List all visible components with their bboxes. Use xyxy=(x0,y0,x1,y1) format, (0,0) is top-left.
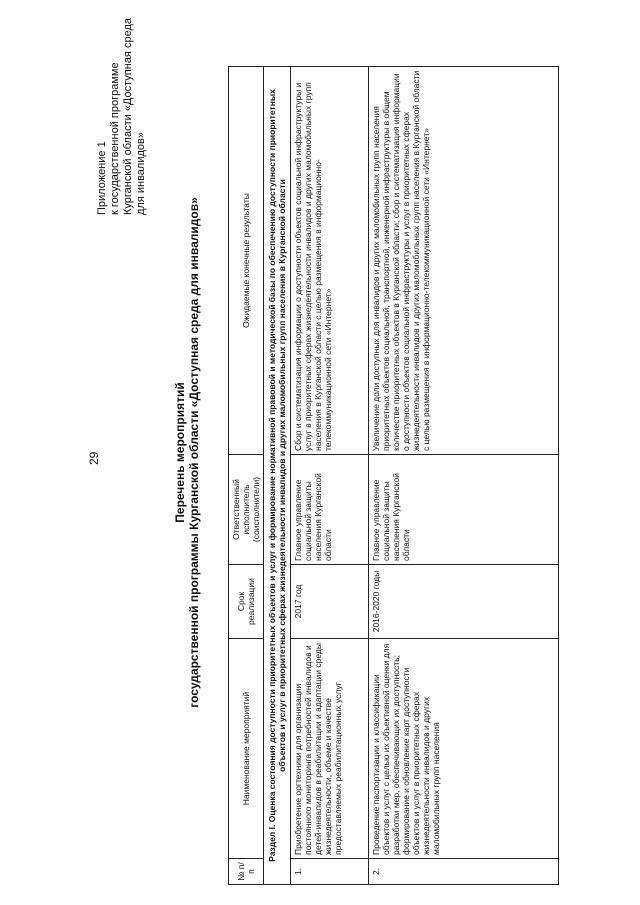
row-num: 2. xyxy=(369,859,559,885)
appendix-line: для инвалидов» xyxy=(135,132,147,215)
row-executor: Главное управление социальной защиты населения Курганской области xyxy=(291,455,369,565)
section-row xyxy=(264,67,291,885)
appendix-note xyxy=(96,15,148,215)
header-executor: Ответственный исполнитель (соисполнители) xyxy=(229,455,264,565)
appendix-line: Приложение 1 xyxy=(96,141,108,215)
document-title xyxy=(173,0,201,905)
page-number: 29 xyxy=(87,451,101,465)
title-line-1: Перечень мероприятий xyxy=(173,382,187,523)
header-results: Ожидаемые конечные результаты xyxy=(229,67,264,455)
row-term: 2016-2020 годы xyxy=(369,565,559,639)
row-executor: Главное управление социальной защиты населения Курганской области xyxy=(369,455,559,565)
appendix-line: к государственной программе xyxy=(109,62,121,215)
header-num: № п/п xyxy=(229,859,264,885)
row-num: 1. xyxy=(291,859,369,885)
header-name: Наименование мероприятий xyxy=(229,639,264,859)
row-term: 2017 год xyxy=(291,565,369,639)
section-title: Раздел I. Оценка состояния доступности приоритетных объектов и услуг и формирование нормативной правовой и методической базы по обеспечению доступности приоритетных объектов и услуг в приоритетных сферах жизнедеятельности инвалидов и других маломобильных групп населения в Курганской области xyxy=(264,67,291,885)
table-header-row xyxy=(229,67,264,885)
row-name: Приобретение оргтехники для организации постоянного мониторинга потребностей инвалидов и детей-инвалидов в реабилитации и адаптации среды жизнедеятельности, объеме и качестве предоставляемых реабилитационных услуг xyxy=(291,639,369,859)
title-line-2: государственной программы Курганской области «Доступная среда для инвалидов» xyxy=(187,197,201,708)
row-results: Увеличение доли доступных для инвалидов и других маломобильных групп населения приоритетных объектов социальной, транспортной, инженерной инфраструктуры в общем количестве приоритетных объектов в Курганской области; сбор и систематизация информации о доступности объектов социальной инфраструктуры и услуг в приоритетных сферах жизнедеятельности инвалидов и других маломобильных групп населения в Курганской области с целью размещения в информационно-телекоммуникационной сети «Интернет» xyxy=(369,67,559,455)
row-name: Проведение паспортизации и классификации объектов и услуг с целью их объективной оценки для разработки мер, обеспечивающих их доступность; формирование и обновление карт доступности объектов и услуг в приоритетных сферах жизнедеятельности инвалидов и других маломобильных групп населения xyxy=(369,639,559,859)
appendix-line: Курганской области «Доступная среда xyxy=(122,18,134,215)
measures-table xyxy=(228,66,559,885)
row-results: Сбор и систематизация информации о доступности объектов социальной инфраструктуры и услуг в приоритетных сферах жизнедеятельности инвалидов и других маломобильных групп населения в Курганской области с целью размещения в информационно-телекоммуникационной сети «Интернет» xyxy=(291,67,369,455)
table-row xyxy=(291,67,369,885)
header-term: Срок реализации xyxy=(229,565,264,639)
table-row xyxy=(369,67,559,885)
